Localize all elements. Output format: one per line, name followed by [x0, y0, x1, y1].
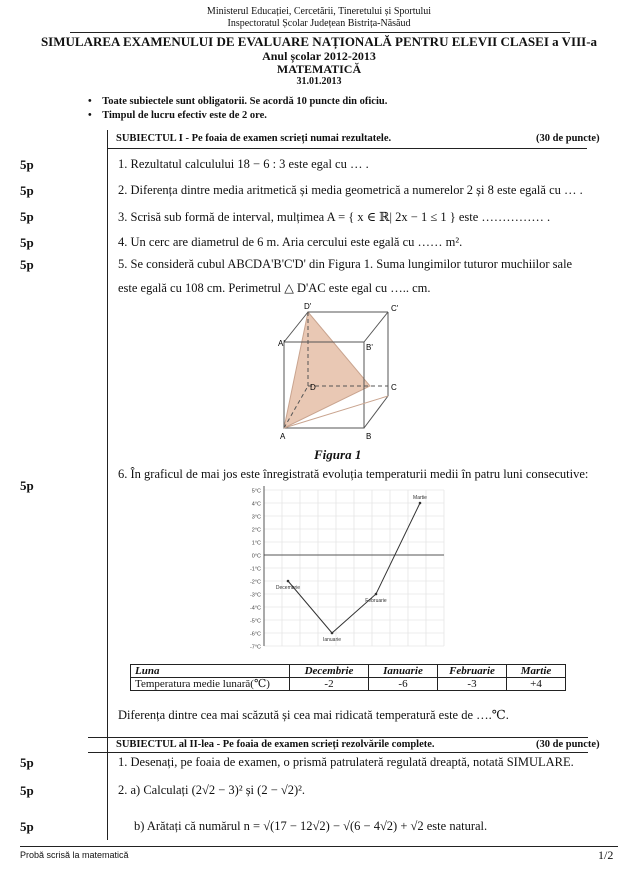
y-tick-label: -6°C [249, 631, 261, 638]
margin-line [107, 130, 108, 840]
data-label-martie: Martie [413, 495, 427, 501]
y-tick-label: 4°C [251, 501, 261, 508]
data-label-februarie: Februarie [365, 598, 387, 604]
points-q4: 5p [20, 235, 34, 250]
footer-rule [20, 846, 618, 847]
data-point-februarie [375, 593, 378, 596]
table-header-dec: Decembrie [290, 665, 369, 678]
section2-question-2b: b) Arătați că numărul n = √(17 − 12√2) − √(6 − 4√2) + √2 este natural. [134, 819, 488, 833]
page-number: 1/2 [598, 848, 614, 862]
y-tick-label: -1°C [249, 566, 261, 573]
section2-title: SUBIECTUL al II-lea - Pe foaia de examen scrieți rezolvările complete. [116, 739, 435, 750]
table-header-mar: Martie [507, 665, 566, 678]
cube-figure [270, 300, 420, 445]
ministry-line: Ministerul Educației, Cercetării, Tineretului și Sportului [206, 6, 432, 17]
y-tick-label: -7°C [249, 644, 261, 651]
rule-1-text: Toate subiectele sunt obligatorii. Se acordă 10 puncte din oficiu. [102, 96, 388, 107]
y-tick-label: 2°C [251, 527, 261, 534]
question-6: 6. În graficul de mai jos este înregistrată evoluția temperaturii medii în patru luni consecutive: [118, 467, 589, 481]
question-3: 3. Scrisă sub formă de interval, mulțimea A = { x ∈ ℝ| 2x − 1 ≤ 1 } este …………… . [118, 210, 551, 224]
chart-y-ticks [250, 489, 261, 651]
rule-1: • Toate subiectele sunt obligatorii. Se acordă 10 puncte din oficiu. [88, 96, 388, 107]
question-1: 1. Rezultatul calculului 18 − 6 : 3 este egal cu … . [118, 157, 369, 171]
label-b1: B' [366, 343, 373, 352]
y-tick-label: 0°C [251, 553, 261, 560]
label-b: B [366, 432, 372, 441]
points-q6: 5p [20, 478, 34, 493]
temperature-chart [228, 484, 448, 654]
y-tick-label: -2°C [249, 579, 261, 586]
section1-title: SUBIECTUL I - Pe foaia de examen scrieți numai rezultatele. [116, 133, 392, 144]
subject-name: MATEMATICĂ [276, 62, 362, 76]
exam-date: 31.01.2013 [296, 76, 342, 87]
footer-left: Probă scrisă la matematică [20, 850, 129, 860]
label-d: D [310, 383, 316, 392]
figure-caption: Figura 1 [314, 447, 362, 462]
y-tick-label: 1°C [251, 540, 261, 547]
question-5-cont: este egală cu 108 cm. Perimetrul △ D'AC este egal cu ….. cm. [118, 281, 431, 295]
section1-points: (30 de puncte) [536, 133, 600, 144]
section2-rule [88, 752, 588, 753]
data-label-ianuarie: Ianuarie [322, 637, 342, 643]
table-row [131, 678, 566, 691]
section2-question-2a: 2. a) Calculați (2√2 − 3)² și (2 − √2)². [118, 783, 306, 797]
data-label-decembrie: Decembrie [275, 585, 301, 591]
rule-2-text: Timpul de lucru efectiv este de 2 ore. [102, 110, 267, 121]
section2-points: (30 de puncte) [536, 739, 600, 750]
chart-points [276, 495, 427, 643]
y-tick-label: -4°C [249, 605, 261, 612]
points-s2-q2b: 5p [20, 819, 34, 834]
table-header-feb: Februarie [438, 665, 507, 678]
points-q5: 5p [20, 257, 34, 272]
section2-rule-top [88, 737, 588, 738]
data-point-ianuarie [331, 632, 334, 635]
points-s2-q2a: 5p [20, 783, 34, 798]
school-year: Anul școlar 2012-2013 [262, 49, 376, 63]
exam-title: SIMULAREA EXAMENULUI DE EVALUARE NAȚIONALĂ PENTRU ELEVII CLASEI a VIII-a [40, 34, 598, 49]
data-point-decembrie [287, 580, 290, 583]
y-tick-label: -5°C [249, 618, 261, 625]
points-q1: 5p [20, 157, 34, 172]
question-4: 4. Un cerc are diametrul de 6 m. Aria cercului este egală cu …… m². [118, 235, 463, 249]
question-2: 2. Diferența dintre media aritmetică și media geometrică a numerelor 2 și 8 este egală cu … . [118, 183, 583, 197]
label-c1: C' [391, 304, 399, 313]
table-header-row [131, 665, 566, 678]
data-point-martie [419, 502, 422, 505]
section1-rule [107, 148, 587, 149]
table-header-luna: Luna [131, 665, 290, 678]
points-q2: 5p [20, 183, 34, 198]
table-value-dec: -2 [290, 678, 369, 691]
table-row-label: Temperatura medie lunară(℃) [131, 678, 290, 691]
label-c: C [391, 383, 397, 392]
table-value-ian: -6 [369, 678, 438, 691]
section2-question-1: 1. Desenați, pe foaia de examen, o prismă patrulateră regulată dreaptă, notată SIMULARE. [118, 755, 574, 769]
temperature-table [130, 664, 566, 691]
edge-b1c1 [364, 312, 388, 342]
points-q3: 5p [20, 209, 34, 224]
points-s2-q1: 5p [20, 755, 34, 770]
triangle-dac [284, 312, 370, 428]
y-tick-label: 3°C [251, 514, 261, 521]
y-tick-label: 5°C [251, 488, 261, 495]
label-a1: A' [278, 339, 285, 348]
question-5: 5. Se consideră cubul ABCDA'B'C'D' din Figura 1. Suma lungimilor tuturor muchiilor sale [118, 257, 573, 271]
rule-2: • Timpul de lucru efectiv este de 2 ore. [88, 110, 267, 121]
inspectorate-line: Inspectoratul Școlar Județean Bistrița-Năsăud [227, 18, 411, 29]
question-6-end: Diferența dintre cea mai scăzută și cea mai ridicată temperatură este de ….℃. [118, 708, 509, 722]
table-value-feb: -3 [438, 678, 507, 691]
header-rule-top [70, 32, 570, 33]
table-header-ian: Ianuarie [369, 665, 438, 678]
y-tick-label: -3°C [249, 592, 261, 599]
edge-bc [364, 396, 388, 428]
table-value-mar: +4 [507, 678, 566, 691]
label-a: A [280, 432, 286, 441]
label-d1: D' [304, 302, 312, 311]
